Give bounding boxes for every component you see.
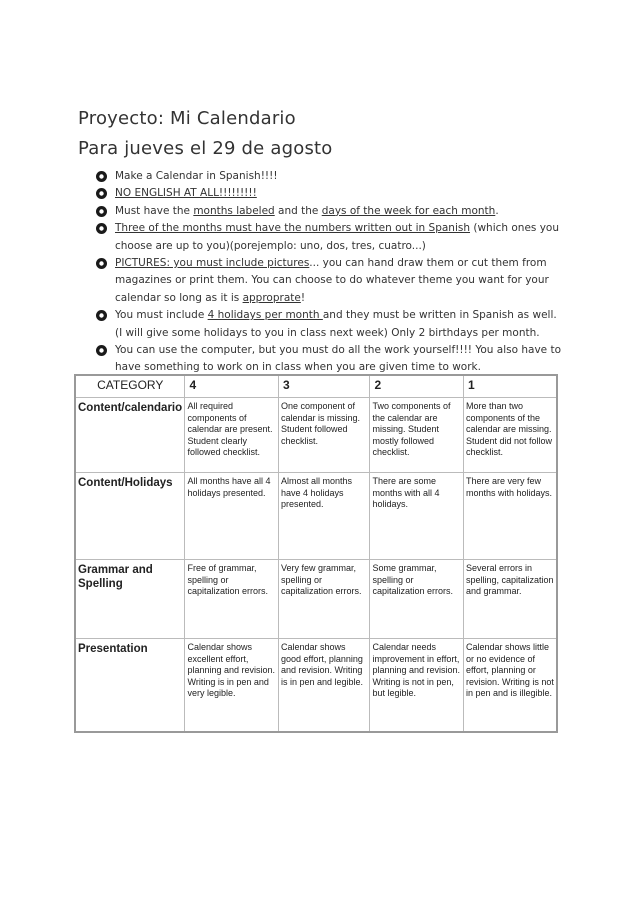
criterion-cell: Grammar and Spelling [75, 560, 185, 639]
table-row [75, 639, 557, 733]
requirement-text: Make a Calendar in Spanish!!!! [115, 170, 278, 182]
bullet-icon [96, 310, 107, 321]
requirement-text: You must include [115, 309, 208, 322]
requirement-underlined-text: 4 holidays per month [207, 309, 323, 322]
score-cell: All months have all 4 holidays presented. [185, 473, 278, 560]
column-header-score-3: 3 [278, 375, 370, 398]
requirement-text: . [495, 204, 499, 217]
score-cell: Calendar needs improvement in effort, planning and revision. Writing is not in pen, but legible. [370, 639, 463, 733]
list-item [96, 342, 566, 377]
score-cell: Almost all months have 4 holidays presented. [278, 473, 370, 560]
score-cell: There are very few months with holidays. [463, 473, 557, 560]
requirement-text: ... you can hand draw them or cut them from magazines or print them. You can choose to do whatever theme you want for your calendar so long as it is [115, 257, 549, 304]
score-cell: Free of grammar, spelling or capitalization errors. [185, 560, 278, 639]
requirement-text: NO ENGLISH AT ALL!!!!!!!!! [115, 187, 257, 200]
bullet-icon [96, 206, 107, 217]
column-header-category: CATEGORY [75, 375, 185, 398]
criterion-cell: Presentation [75, 639, 185, 733]
requirement-underlined-text: months labeled [193, 204, 275, 217]
requirement-underlined-text: Three of the months must have the numbers written out in Spanish [115, 222, 471, 235]
table-row [75, 473, 557, 560]
rubric-table [74, 374, 558, 733]
requirement-text: and the [274, 204, 322, 217]
list-item [96, 220, 566, 255]
score-cell: Calendar shows good effort, planning and revision. Writing is in pen and legible. [278, 639, 370, 733]
bullet-icon [96, 188, 107, 199]
score-cell: Some grammar, spelling or capitalization errors. [370, 560, 463, 639]
bullet-icon [96, 223, 107, 234]
score-cell: There are some months with all 4 holidays. [370, 473, 463, 560]
column-header-score-1: 1 [463, 375, 557, 398]
bullet-icon [96, 345, 107, 356]
bullet-icon [96, 171, 107, 182]
requirements-list [96, 168, 566, 377]
score-cell: More than two components of the calendar are missing. Student did not follow checklist. [463, 398, 557, 473]
criterion-cell: Content/Holidays [75, 473, 185, 560]
list-item [96, 307, 566, 342]
requirement-text: (which ones you choose are up to you)(porejemplo: uno, dos, tres, cuatro...) [115, 222, 560, 252]
requirement-underlined-text: PICTURES: you must include pictures [115, 257, 310, 270]
score-cell: Calendar shows little or no evidence of effort, planning or revision. Writing is not in pen and is illegible. [463, 639, 557, 733]
list-item [96, 255, 566, 307]
score-cell: Very few grammar, spelling or capitalization errors. [278, 560, 370, 639]
score-cell: Two components of the calendar are missing. Student mostly followed checklist. [370, 398, 463, 473]
table-header-row [75, 375, 557, 398]
requirement-underlined-text: approprate [242, 291, 301, 304]
criterion-cell: Content/calendario [75, 398, 185, 473]
list-item [96, 203, 566, 220]
bullet-icon [96, 258, 107, 269]
column-header-score-4: 4 [185, 375, 278, 398]
table-row [75, 560, 557, 639]
list-item [96, 185, 566, 202]
list-item [96, 168, 566, 185]
column-header-score-2: 2 [370, 375, 463, 398]
requirement-text: ! [300, 291, 306, 304]
document-title: Proyecto: Mi Calendario [78, 108, 296, 129]
requirement-text: You can use the computer, but you must do all the work yourself!!!! You also have to have something to work on in class when you are given time to work. [115, 344, 561, 374]
requirement-underlined-text: days of the week for each month [321, 204, 496, 217]
requirement-text: Must have the [115, 204, 194, 217]
table-row [75, 398, 557, 473]
requirement-text: and they must be written in Spanish as well. (I will give some holidays to you in class next week) Only 2 birthdays per month. [115, 309, 557, 339]
score-cell: All required components of calendar are present. Student clearly followed checklist. [185, 398, 278, 473]
score-cell: Several errors in spelling, capitalization and grammar. [463, 560, 557, 639]
score-cell: Calendar shows excellent effort, planning and revision. Writing is in pen and very legible. [185, 639, 278, 733]
score-cell: One component of calendar is missing. Student followed checklist. [278, 398, 370, 473]
due-date-heading: Para jueves el 29 de agosto [78, 138, 333, 159]
